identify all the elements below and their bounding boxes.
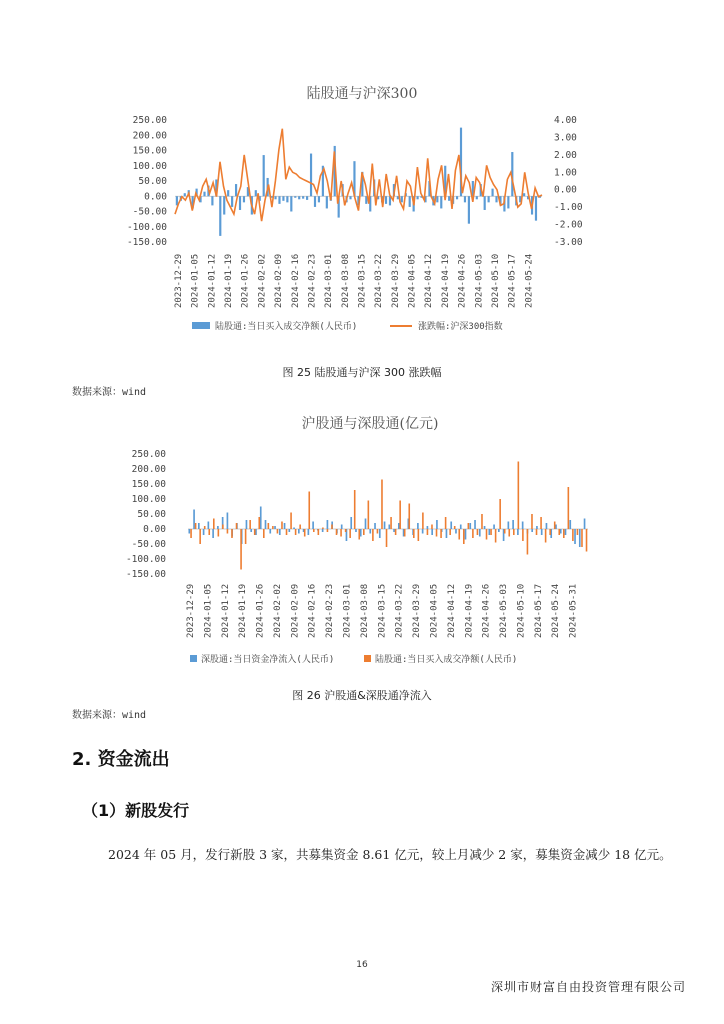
chart2-x-tick-label: 2023-12-29 [186,583,196,638]
chart2-bar [468,523,470,529]
chart2-bar [531,529,533,532]
chart2-bar [236,523,238,529]
chart2-bar [554,522,556,530]
chart2-bar [455,529,457,534]
chart2-bar [527,529,529,555]
chart1-bar [488,196,490,202]
page-number: 16 [356,960,368,970]
chart2-bar [508,522,510,530]
chart2-bar [345,529,347,532]
chart1-legend-line-label: 涨跌幅:沪深300指数 [418,322,503,332]
chart2-bar [536,529,538,535]
chart2-bar [472,529,474,538]
chart2-bar [240,529,242,570]
chart2-bar [193,510,195,530]
chart2-x-tick-label: 2024-01-19 [238,583,249,638]
chart1-left-tick-label: 50.00 [138,176,167,187]
chart2-x-tick-label: 2024-04-26 [481,583,492,638]
chart2-title: 沪股通与深股通(亿元) [301,416,439,432]
chart1-bar [385,196,387,204]
chart2-bar [490,529,492,535]
chart1-bar [318,196,320,202]
chart1-left-tick-label: -50.00 [132,206,167,218]
chart1-bar [401,196,403,202]
chart1-x-tick-label: 2024-05-24 [524,253,535,308]
chart2-bar [340,529,342,537]
chart2-bar [563,529,565,538]
chart2-bar [318,529,320,535]
chart1-bar [476,196,478,199]
chart2-bar [460,525,462,530]
chart1-x-tick-label: 2024-02-02 [257,253,268,308]
chart2-bar [517,529,519,535]
chart1-x-tick-label: 2024-03-22 [374,253,385,308]
chart1-bar [349,196,351,199]
chart2-bar [404,529,406,537]
chart2-bar [213,519,215,530]
chart1-x-tick-label: 2024-03-15 [357,253,368,308]
chart1-x-tick-label: 2024-03-01 [324,253,335,308]
chart1-bar [436,196,438,202]
chart2-x-tick-label: 2024-01-12 [220,583,231,638]
chart2-y-tick-label: 50.00 [137,509,166,520]
chart2-bar [399,501,401,530]
chart1-x-tick-label: 2024-03-08 [340,253,351,308]
chart2-bar [218,529,220,537]
chart1-legend-bar-swatch [192,322,210,329]
chart2-bar [488,529,490,535]
chart2-bar [308,492,310,530]
chart2-bar [522,529,524,541]
chart2-bar [408,504,410,530]
chart1-x-tick-label: 2024-01-26 [240,253,251,308]
chart2-bar [427,529,429,535]
chart2-bar [281,522,283,530]
chart2-legend-swatch-1 [190,655,197,662]
chart2-x-tick-label: 2024-03-15 [377,583,388,638]
chart2-bar [546,523,548,529]
chart1-bar [468,196,470,223]
chart1-bar [302,196,304,198]
chart2-bar [354,490,356,529]
chart2-bar [417,523,419,529]
chart2-x-tick-label: 2024-04-12 [446,583,457,638]
chart2-bar [477,529,479,535]
chart1-bar [456,196,458,199]
chart2-bar [245,529,247,544]
chart2-x-tick-label: 2024-03-01 [342,583,353,638]
chart1-right-tick-label: 3.00 [554,132,577,144]
chart2-bar [258,517,260,529]
chart1-x-tick-label: 2024-02-23 [307,253,318,308]
chart2-bar [393,529,395,532]
chart2-bar [390,517,392,529]
chart2-bar [486,529,488,540]
chart1-x-tick-label: 2024-04-12 [424,253,435,308]
chart2-bar [413,529,415,538]
chart2-bar [384,522,386,530]
chart2-bar [355,529,357,532]
chart1-bar [274,196,276,199]
chart1-title: 陆股通与沪深300 [306,86,418,102]
chart2-bar [577,529,579,535]
chart2-x-tick-label: 2024-02-09 [290,583,301,638]
chart2-bar [495,529,497,543]
chart2-legend-label-2: 陆股通:当日买入成交净额(人民币) [375,655,518,665]
chart1-x-tick-label: 2024-02-09 [274,253,285,308]
chart2-x-tick-label: 2024-03-22 [394,583,405,638]
chart2-bar [249,520,251,529]
chart1-bar [223,196,225,214]
chart2-bar [474,520,476,529]
chart2-bar [341,525,343,530]
chart1-bar [491,189,493,197]
chart2-bar [208,529,210,535]
chart2-bar [572,529,574,541]
chart2-bar [440,529,442,538]
chart2-bar [208,522,210,530]
chart2-bar [336,529,338,535]
chart2-bar [349,529,351,538]
chart2-bar [436,520,438,529]
chart1-bar [314,196,316,207]
chart2-bar [518,462,520,530]
chart2-bar [431,529,433,535]
chart1-bar [507,196,509,208]
chart2-bar [198,523,200,529]
chart2-svg [0,410,724,675]
chart2-x-tick-label: 2024-05-31 [568,583,579,638]
chart2-legend-label-1: 深股通:当日资金净流入(人民币) [201,655,335,665]
chart2-bar [188,529,190,534]
chart2-bar [212,529,214,538]
chart2-x-tick-label: 2024-03-29 [412,583,423,638]
chart2-bar [268,523,270,529]
chart2-bar [531,514,533,529]
chart2-bar [469,523,471,529]
chart2-bar [463,529,465,544]
chart2-bar [569,520,571,529]
chart2-bar [263,529,265,538]
figure26-source: 数据来源：wind [72,710,147,721]
chart2-bar [418,529,420,541]
chart1-left-tick-label: 150.00 [132,145,167,157]
chart1-bar [219,196,221,236]
chart2-bar [449,529,451,535]
chart1-x-tick-label: 2023-12-29 [174,253,184,308]
chart2-bar [545,529,547,543]
chart2-bar [395,529,397,535]
chart1-bar [448,196,450,201]
chart2-bar [190,529,192,538]
chart2-bar [331,525,333,530]
chart2-y-tick-label: -50.00 [131,539,166,550]
chart2-bar [195,523,197,529]
section-heading: 2. 资金流出 [72,749,170,770]
chart2-bar [504,529,506,534]
chart1-right-tick-label: 0.00 [554,184,577,196]
chart1-left-tick-label: 200.00 [132,130,167,142]
chart2-bar [499,499,501,529]
chart2-bar [586,529,588,552]
chart1-bar [409,196,411,207]
chart2-bar [313,529,315,532]
chart2-x-tick-label: 2024-04-05 [429,583,440,638]
chart2-bar [277,529,279,534]
chart1-x-tick-label: 2024-05-03 [474,253,485,308]
chart2-bar [260,507,262,530]
chart1-legend-bar-label: 陆股通:当日买入成交净额(人民币) [215,322,358,332]
chart2-x-tick-label: 2024-02-23 [325,583,336,638]
chart2-bar [568,487,570,529]
chart1-left-tick-label: 0.00 [144,191,167,203]
chart2-bar [450,522,452,530]
chart2-bar [579,529,581,547]
chart2-bar [565,529,567,535]
chart2-bar [479,529,481,537]
chart1-line-series [175,129,542,221]
chart1-bar [255,190,257,196]
chart2-bar [498,529,500,532]
chart2-bar [522,522,524,530]
chart1-bar [243,196,245,202]
chart1-x-tick-label: 2024-05-10 [490,253,501,308]
chart1-bar [495,196,497,202]
chart2-bar [574,529,576,544]
chart1-bar [326,196,328,208]
chart2-bar [372,529,374,541]
chart2-bar [386,529,388,547]
chart2-bar [322,529,324,532]
chart2-bar [222,525,224,530]
chart1-bar [211,196,213,205]
chart1-x-tick-label: 2024-03-29 [390,253,401,308]
chart2-bar [584,519,586,530]
chart1-right-tick-label: 4.00 [554,115,577,126]
chart1-bar [484,196,486,210]
chart2-bar [368,501,370,530]
chart2-bar [286,529,288,535]
chart2-bar [445,517,447,529]
chart2-bar [290,513,292,530]
chart2-bar [436,529,438,537]
chart2-bar [265,520,267,529]
chart2-bar [293,528,295,530]
chart2-bar [295,529,297,535]
chart2-x-tick-label: 2024-02-16 [307,583,318,638]
chart1-bar [263,155,265,196]
chart1-right-tick-label: 2.00 [554,149,577,161]
chart2-bar [379,529,381,538]
chart2-bar [272,526,274,529]
chart-hgt-sgt [0,410,724,675]
chart2-bar [350,517,352,529]
section-paragraph: 2024 年 05 月，发行新股 3 家，共募集资金 8.61 亿元，较上月减少 2 家，募集资金减少 18 亿元。 [108,847,672,862]
chart2-bar [422,529,424,534]
chart2-bar [431,525,433,530]
chart2-bar [322,528,324,530]
chart2-bar [246,520,248,529]
chart1-right-tick-label: 1.00 [554,167,577,179]
chart1-x-tick-label: 2024-04-05 [407,253,418,308]
chart2-bar [512,520,514,529]
chart1-x-tick-label: 2024-01-12 [207,253,218,308]
chart1-left-tick-label: 250.00 [132,115,167,126]
chart2-y-tick-label: -150.00 [125,569,166,580]
chart2-x-tick-label: 2024-04-19 [464,583,475,638]
chart2-bar [365,519,367,530]
chart2-y-tick-label: 100.00 [131,494,166,505]
chart1-left-tick-label: -100.00 [126,221,167,233]
chart2-y-tick-label: 200.00 [131,464,166,475]
chart2-y-tick-label: -100.00 [125,554,166,565]
figure26-caption: 图 26 沪股通&深股通净流入 [292,689,432,702]
chart2-bar [536,526,538,529]
chart2-bar [427,526,429,529]
chart2-x-tick-label: 2024-01-05 [203,583,214,638]
section-subheading: （1）新股发行 [82,801,190,820]
chart1-bar [282,196,284,201]
chart2-y-tick-label: 250.00 [131,449,166,460]
chart1-bar [290,196,292,211]
chart2-legend-swatch-2 [364,655,371,662]
chart1-bar [523,193,525,196]
chart1-bar [298,196,300,199]
chart2-bar [541,529,543,535]
chart2-bar [458,529,460,540]
chart2-bar [360,529,362,537]
chart2-x-tick-label: 2024-05-10 [516,583,527,638]
chart2-bar [484,526,486,529]
chart2-bar [493,525,495,530]
chart2-bar [465,529,467,540]
chart1-x-tick-label: 2024-02-16 [290,253,301,308]
chart2-bar [308,529,310,535]
chart2-bar [446,529,448,538]
chart2-bar [327,529,329,532]
chart-lugutong-hs300 [0,80,724,350]
chart2-bar [422,513,424,530]
chart2-bar [279,529,281,535]
chart1-right-tick-label: -3.00 [554,237,583,248]
chart2-x-tick-label: 2024-03-08 [359,583,370,638]
chart1-bar [227,190,229,196]
chart1-svg [0,80,724,350]
chart2-bar [513,529,515,535]
chart2-bar [288,529,290,532]
chart2-bar [363,529,365,535]
chart2-x-tick-label: 2024-05-24 [551,583,562,638]
chart1-x-tick-label: 2024-01-05 [190,253,201,308]
chart1-x-tick-label: 2024-04-26 [457,253,468,308]
chart2-bar [388,525,390,530]
chart2-bar [304,529,306,537]
chart1-bar [306,196,308,200]
chart2-bar [227,529,229,534]
figure25-caption: 图 25 陆股通与沪深 300 涨跌幅 [282,366,442,379]
chart1-bar [286,196,288,202]
chart2-bar [358,529,360,540]
chart2-bar [299,525,301,530]
chart1-x-tick-label: 2024-05-17 [507,253,518,308]
chart2-bar [508,529,510,537]
chart2-y-tick-label: 150.00 [131,479,166,490]
chart2-bar [284,523,286,529]
chart1-bar [239,196,241,210]
chart2-bar [581,529,583,547]
figure25-source: 数据来源：wind [72,387,147,398]
chart1-left-tick-label: -150.00 [126,237,167,248]
chart2-bar [298,529,300,534]
chart2-bar [377,529,379,534]
chart1-bar [294,196,296,198]
chart2-bar [204,526,206,529]
chart1-bar [235,184,237,196]
chart1-x-tick-label: 2024-04-19 [440,253,451,308]
chart2-bar [540,517,542,529]
chart2-bar [374,523,376,529]
chart2-x-tick-label: 2024-05-03 [499,583,510,638]
chart2-bar [254,529,256,535]
chart1-bar [203,192,205,197]
chart2-bar [327,520,329,529]
chart2-bar [481,514,483,529]
chart2-bar [274,526,276,529]
chart2-x-tick-label: 2024-02-02 [272,583,283,638]
chart2-bar [199,529,201,544]
chart2-bar [231,529,233,538]
chart2-bar [250,529,252,532]
chart1-bar [231,196,233,207]
chart1-x-tick-label: 2024-01-19 [224,253,235,308]
company-name: 深圳市财富自由投资管理有限公司 [490,980,686,994]
chart2-bar [454,526,456,529]
chart2-bar [558,529,560,535]
chart1-bar [464,196,466,202]
chart2-y-tick-label: 0.00 [143,524,166,535]
chart1-right-tick-label: -2.00 [554,219,583,231]
chart2-bar [560,529,562,534]
chart1-bar [310,154,312,197]
chart2-bar [549,529,551,535]
chart1-right-tick-label: -1.00 [554,202,583,214]
chart1-bar [184,193,186,196]
chart2-bar [312,522,314,530]
chart2-bar [227,513,229,530]
chart2-x-tick-label: 2024-05-17 [533,583,544,638]
chart2-bar [217,526,219,529]
chart1-left-tick-label: 100.00 [132,160,167,172]
chart2-bar [369,529,371,534]
chart2-bar [269,529,271,534]
chart2-x-tick-label: 2024-01-26 [255,583,266,638]
chart1-bar [440,196,442,208]
chart1-bar [417,196,419,199]
chart1-bar [535,196,537,220]
chart2-bar [203,529,205,535]
chart1-bar [278,196,280,204]
chart2-bar [381,480,383,530]
